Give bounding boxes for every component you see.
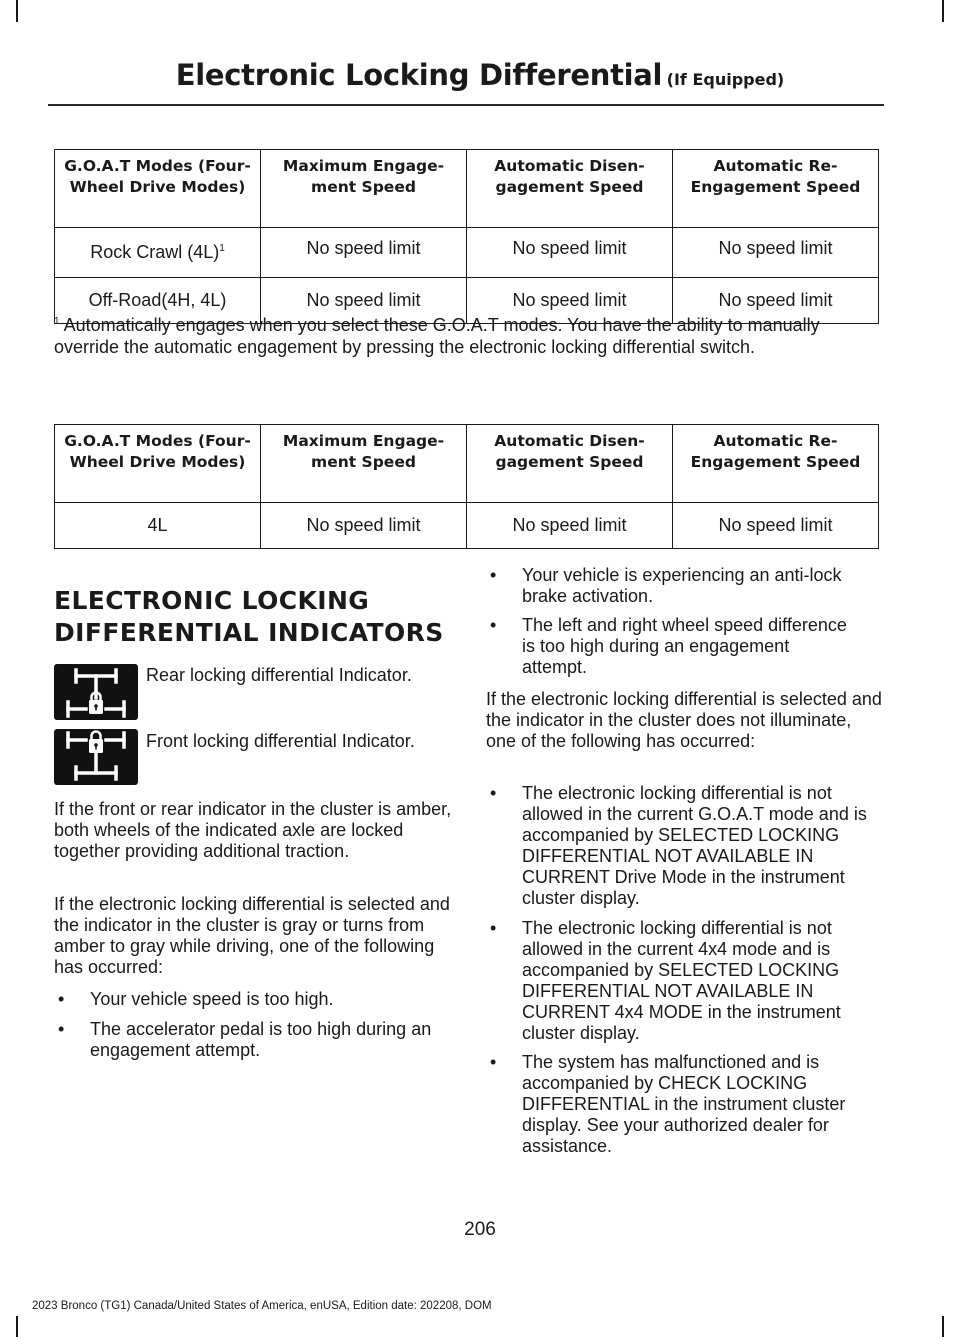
rear-locking-differential-icon <box>54 664 138 720</box>
bullet-marker: • <box>490 565 497 585</box>
engagement-speed-table-1 <box>54 149 879 324</box>
column-header-disengage-speed: Automatic Disen-gagement Speed <box>467 150 673 228</box>
column-header-modes: G.O.A.T Modes (Four-Wheel Drive Modes) <box>55 150 261 228</box>
column-header-max-speed: Maximum Engage-ment Speed <box>261 150 467 228</box>
page-title <box>0 58 960 92</box>
table-cell-mode: 4L <box>55 503 261 549</box>
bullet-marker: • <box>58 989 65 1009</box>
table-header-row <box>55 425 879 503</box>
section-heading-line-2: DIFFERENTIAL INDICATORS <box>54 618 444 647</box>
crop-mark <box>942 0 944 22</box>
table-cell-reengage-speed: No speed limit <box>673 278 879 324</box>
section-heading-line-1: ELECTRONIC LOCKING <box>54 586 370 615</box>
column-header-modes: G.O.A.T Modes (Four-Wheel Drive Modes) <box>55 425 261 503</box>
list-item-text: Your vehicle speed is too high. <box>90 989 334 1009</box>
list-item-text: The accelerator pedal is too high during an engagement attempt. <box>90 1019 432 1060</box>
list-item <box>490 783 882 909</box>
list-item-text: The system has malfunctioned and is accompanied by CHECK LOCKING DIFFERENTIAL in the instrument cluster display. See your authorized dealer for assistance. <box>522 1052 846 1156</box>
bullet-marker: • <box>490 918 497 938</box>
table-cell-max-speed: No speed limit <box>261 278 467 324</box>
table-cell-reengage-speed: No speed limit <box>673 503 879 549</box>
paragraph-amber-indicator: If the front or rear indicator in the cluster is amber, both wheels of the indicated axle are locked together providing additional traction. <box>54 799 452 861</box>
crop-mark <box>16 1316 18 1337</box>
list-item-text: Your vehicle is experiencing an anti-lock brake activation. <box>522 565 842 606</box>
list-item <box>490 565 850 607</box>
table-cell-max-speed: No speed limit <box>261 503 467 549</box>
table-cell-max-speed: No speed limit <box>261 228 467 278</box>
page-title-main: Electronic Locking Differential <box>175 58 663 92</box>
list-item <box>490 1052 882 1157</box>
engagement-speed-table-2 <box>54 424 879 549</box>
table-cell-disengage-speed: No speed limit <box>467 278 673 324</box>
bullet-marker: • <box>490 615 497 635</box>
footnote-reference: 1 <box>219 243 225 254</box>
table-row <box>55 228 879 278</box>
list-item <box>490 918 882 1044</box>
table-cell-reengage-speed: No speed limit <box>673 228 879 278</box>
edition-info: 2023 Bronco (TG1) Canada/United States of America, enUSA, Edition date: 202208, DOM <box>32 1300 492 1312</box>
mode-label: Rock Crawl (4L) <box>90 242 220 262</box>
table-header-row <box>55 150 879 228</box>
title-divider <box>48 104 884 106</box>
table-cell-disengage-speed: No speed limit <box>467 503 673 549</box>
column-header-reengage-speed: Automatic Re-Engagement Speed <box>673 150 879 228</box>
paragraph-no-illumination: If the electronic locking differential is selected and the indicator in the cluster does not illuminate, one of the following has occurred: <box>486 689 882 751</box>
rear-locking-differential-caption: Rear locking differential Indicator. <box>146 665 412 685</box>
table-footnote <box>54 314 884 358</box>
footnote-marker: 1 <box>54 316 60 327</box>
page-number: 206 <box>464 1219 496 1240</box>
table-row <box>55 503 879 549</box>
page-title-subtitle: (If Equipped) <box>666 70 785 89</box>
list-item-text: The electronic locking differential is not allowed in the current G.O.A.T mode and is accompanied by SELECTED LOCKING DIFFERENTIAL NOT AVAILABLE IN CURRENT Drive Mode in the instrument cluster display. <box>522 783 867 908</box>
bullet-marker: • <box>490 1052 497 1072</box>
front-locking-differential-caption: Front locking differential Indicator. <box>146 731 415 751</box>
column-header-reengage-speed: Automatic Re-Engagement Speed <box>673 425 879 503</box>
section-heading <box>54 586 454 648</box>
list-item <box>58 1019 458 1061</box>
table-cell-mode: Off-Road(4H, 4L) <box>55 278 261 324</box>
table-cell-mode <box>55 228 261 278</box>
column-header-disengage-speed: Automatic Disen-gagement Speed <box>467 425 673 503</box>
list-item-text: The left and right wheel speed difference is too high during an engagement attempt. <box>522 615 847 677</box>
table-cell-disengage-speed: No speed limit <box>467 228 673 278</box>
crop-mark <box>942 1316 944 1337</box>
list-item <box>490 615 850 678</box>
bullet-marker: • <box>58 1019 65 1039</box>
front-locking-differential-icon <box>54 729 138 785</box>
footnote-text: Automatically engages when you select these G.O.A.T modes. You have the ability to manually override the automatic engagement by pressing the electronic locking differential switch. <box>54 315 820 357</box>
paragraph-gray-indicator: If the electronic locking differential is selected and the indicator in the cluster is gray or turns from amber to gray while driving, one of the following has occurred: <box>54 894 450 977</box>
bullet-marker: • <box>490 783 497 803</box>
list-item <box>58 989 458 1010</box>
crop-mark <box>16 0 18 22</box>
column-header-max-speed: Maximum Engage-ment Speed <box>261 425 467 503</box>
list-item-text: The electronic locking differential is not allowed in the current 4x4 mode and is accompanied by SELECTED LOCKING DIFFERENTIAL NOT AVAILABLE IN CURRENT 4x4 MODE in the instrument cluster display. <box>522 918 841 1043</box>
